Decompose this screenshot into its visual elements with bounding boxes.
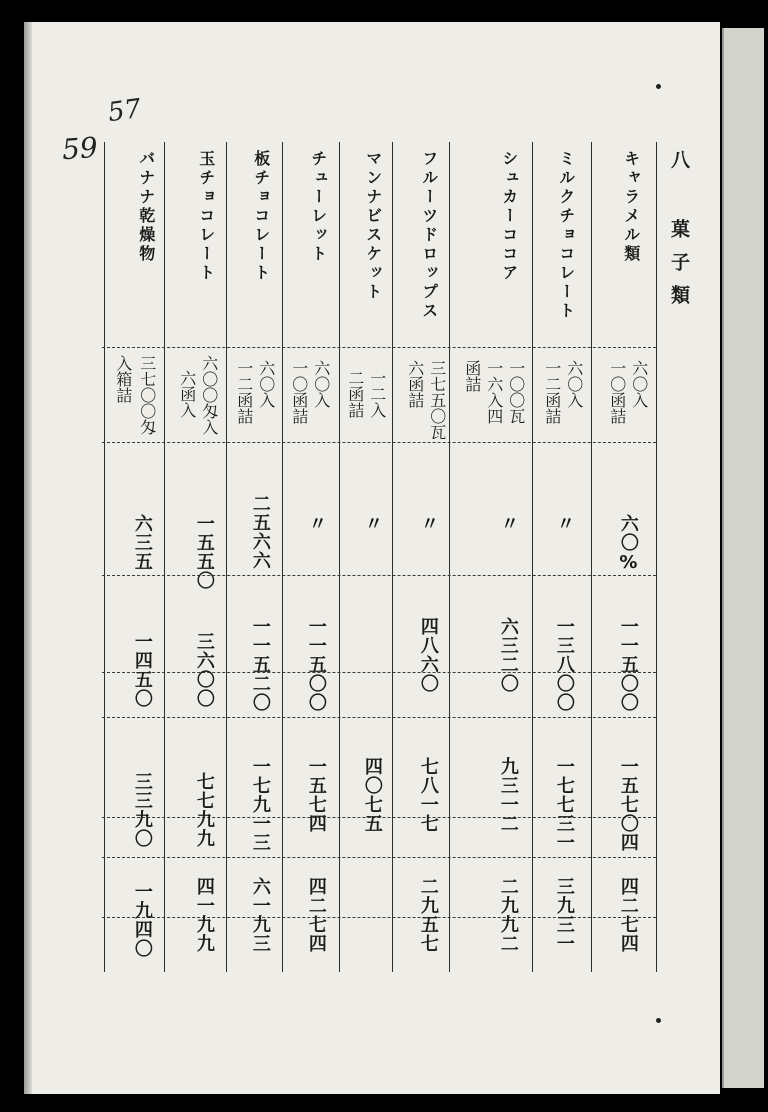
item-spec: 六〇入 <box>564 360 584 408</box>
item-spec: 六〇入 <box>629 360 649 408</box>
value-col3: 四〇七五 <box>361 757 383 833</box>
item-spec: 二函詰 <box>345 370 365 418</box>
item-spec: 六函詰 <box>405 360 425 408</box>
row-divider <box>102 575 656 576</box>
value-col3: 三三九〇 <box>131 772 153 848</box>
item-name: バナナ乾燥物 <box>136 150 156 264</box>
item-name: ミルクチョコレート <box>556 150 576 321</box>
item-spec: 六〇入 <box>256 360 276 408</box>
column-rule <box>104 142 105 972</box>
item-spec: 函詰 <box>462 360 482 392</box>
value-col3: 七七九九 <box>193 772 215 848</box>
item-spec: 一二函詰 <box>542 360 562 424</box>
value-col3: 一五七〇四 <box>617 757 639 852</box>
item-spec: 一二入 <box>367 370 387 418</box>
item-name: マンナビスケット <box>363 150 383 302</box>
value-col4: 六一九三 <box>249 877 271 953</box>
value-col3: 一七七三一 <box>553 757 575 852</box>
value-col1: 〃 <box>417 514 439 533</box>
column-rule <box>282 142 283 972</box>
value-col1: 六〇% <box>617 514 639 574</box>
item-spec: 三七〇〇匁 <box>137 355 157 435</box>
column-rule <box>339 142 340 972</box>
value-col4: 二九九二 <box>497 877 519 953</box>
column-rule <box>449 142 450 972</box>
row-divider <box>102 857 656 858</box>
adjacent-page-edge <box>722 28 764 1088</box>
value-col1: 〃 <box>305 514 327 533</box>
row-divider <box>102 442 656 443</box>
value-col2: 一一五〇〇 <box>305 617 327 712</box>
value-col4: 一九四〇 <box>131 882 153 958</box>
value-col4: 四二七四 <box>617 877 639 953</box>
item-spec: 一二函詰 <box>234 360 254 424</box>
item-name: チューレット <box>308 150 328 264</box>
value-col2: 六三二〇 <box>497 617 519 693</box>
item-spec: 三七五〇瓦 <box>427 360 447 440</box>
value-col4: 三九三一 <box>553 877 575 953</box>
value-col4: 二九五七 <box>417 877 439 953</box>
item-spec: 六〇入 <box>311 360 331 408</box>
value-col1: 〃 <box>361 514 383 533</box>
item-spec: 一六入四 <box>484 360 504 424</box>
item-name: フルーツドロップス <box>419 150 439 321</box>
column-rule <box>532 142 533 972</box>
value-col2: 一一五〇〇 <box>617 617 639 712</box>
value-col3: 一七九一三 <box>249 757 271 852</box>
value-col1: 二五六六 <box>249 494 271 570</box>
item-spec: 六〇〇匁入 <box>199 355 219 435</box>
page-left-edge <box>24 22 32 1094</box>
value-col1: 〃 <box>553 514 575 533</box>
item-spec: 六函入 <box>177 370 197 418</box>
value-col1: 一五五〇 <box>193 514 215 590</box>
value-col2: 一一五二〇 <box>249 617 271 712</box>
section-title: 八 菓子類 <box>668 150 690 318</box>
column-rule <box>164 142 165 972</box>
page-number-handwritten-2: 59 <box>60 130 99 167</box>
row-divider <box>102 717 656 718</box>
column-rule <box>591 142 592 972</box>
speck <box>656 84 661 89</box>
item-name: 玉チョコレート <box>196 150 216 283</box>
column-rule <box>656 142 657 972</box>
column-rule <box>226 142 227 972</box>
value-col4: 四一九九 <box>193 877 215 953</box>
value-col4: 四二七四 <box>305 877 327 953</box>
item-name: 板チョコレート <box>251 150 271 283</box>
item-spec: 一〇函詰 <box>607 360 627 424</box>
page-number-handwritten: 57 <box>106 93 144 129</box>
item-spec: 入箱詰 <box>113 355 133 403</box>
item-name: キャラメル類 <box>621 150 641 264</box>
value-col3: 一五七四 <box>305 757 327 833</box>
speck <box>656 1018 661 1023</box>
value-col3: 九三一二 <box>497 757 519 833</box>
item-name: シュカーココア <box>499 150 519 283</box>
price-table <box>102 142 656 972</box>
row-divider <box>102 347 656 348</box>
value-col2: 四八六〇 <box>417 617 439 693</box>
value-col2: 一三八〇〇 <box>553 617 575 712</box>
value-col2: 三六〇〇 <box>193 632 215 708</box>
item-spec: 一〇〇瓦 <box>506 360 526 424</box>
value-col2: 一四五〇 <box>131 632 153 708</box>
value-col3: 七八一七 <box>417 757 439 833</box>
column-rule <box>392 142 393 972</box>
item-spec: 一〇函詰 <box>289 360 309 424</box>
value-col1: 六三五 <box>131 514 153 571</box>
value-col1: 〃 <box>497 514 519 533</box>
